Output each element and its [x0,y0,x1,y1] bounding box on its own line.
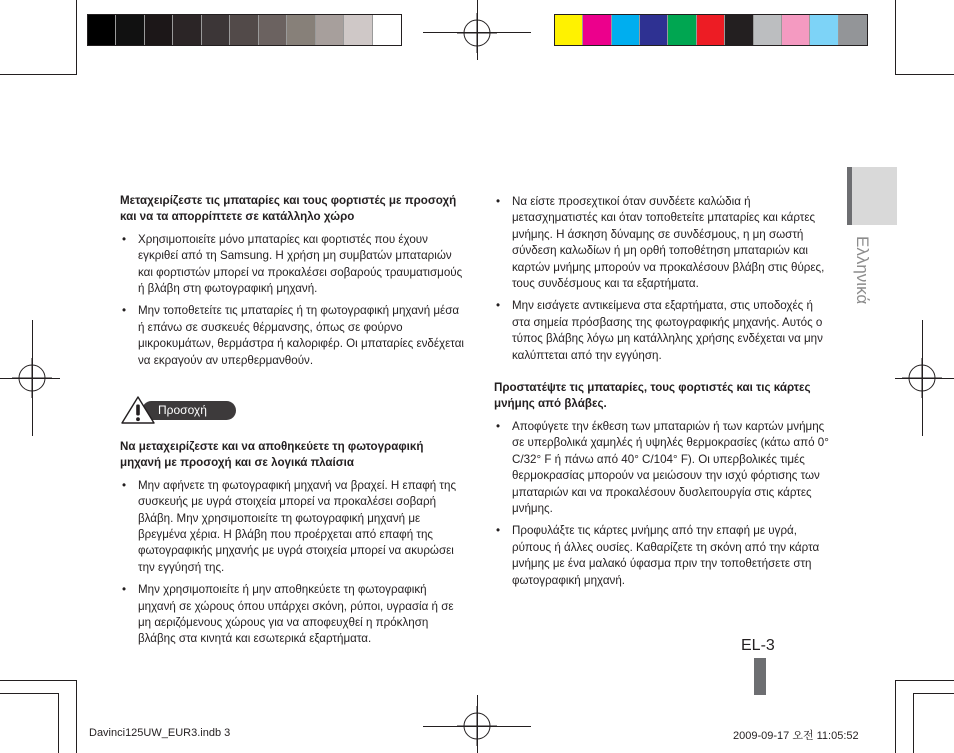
language-tab-label: Ελληνικά [853,236,872,305]
registration-line-left [0,378,60,379]
registration-line-right [895,378,954,379]
grayscale-swatch [344,15,372,45]
registration-line-left-v [32,320,33,436]
grayscale-swatch [373,15,401,45]
connection-bullet-list [494,194,830,364]
grayscale-swatch [116,15,144,45]
grayscale-swatch [316,15,344,45]
grayscale-swatch [259,15,287,45]
grayscale-swatch [230,15,258,45]
list-item: • Μην εισάγετε αντικείμενα στα εξαρτήματα, στις υποδοχές ή στα σημεία πρόσβασης της φωτογραφικής μηχανής. Αυτός ο τύπος βλάβης λόγω μη κατάλληλης χρήσης ενδέχεται να μην καλύπτεται από την εγγύηση. [494,298,830,364]
list-item: • Μην αφήνετε τη φωτογραφική μηχανή να βραχεί. Η επαφή της συσκευής με υγρά στοιχεία μπορεί να προκαλέσει σοβαρή βλάβη. Μην χρησιμοποιείτε τη φωτογραφική μηχανή με βρεγμένα χέρια. Η βλάβη που προέρχεται από επαφή της φωτογραφικής μηχανής με υγρά στοιχεία μπορεί να ακυρώσει την εγγύησή της. [120,478,465,576]
process-color-bar [554,14,868,46]
left-column [120,193,465,369]
page-number-bar [754,658,766,695]
process-swatch [810,15,838,45]
footer-timestamp: 2009-09-17 오전 11:05:52 [733,730,859,742]
process-swatch [754,15,782,45]
process-swatch [839,15,867,45]
process-swatch [555,15,583,45]
process-swatch [725,15,753,45]
process-swatch [782,15,810,45]
grayscale-color-bar [87,14,402,46]
list-item: • Αποφύγετε την έκθεση των μπαταριών ή των καρτών μνήμης σε υπερβολικά χαμηλές ή υψηλές θερμοκρασίες (κάτω από 0° C/32° F ή πάνω από 40° C/104° F). Οι υπερβολικές τιμές θερμοκρασίας μπορούν να μειώσουν την ισχύ φόρτισης των μπαταριών και να προκαλέσουν δυσλειτουργία στις κάρτες μνήμης. [494,419,830,517]
registration-line-right-v [922,320,923,436]
right-column [494,194,830,589]
process-swatch [668,15,696,45]
process-swatch [612,15,640,45]
list-item: • Μην τοποθετείτε τις μπαταρίες ή τη φωτογραφική μηχανή μέσα ή επάνω σε συσκευές θέρμανσης, όπως σε φούρνο μικροκυμάτων, θερμάστρα ή καλοριφέρ. Οι μπαταρίες ενδέχεται να εκραγούν αν υπερθερμανθούν. [120,303,465,369]
grayscale-swatch [287,15,315,45]
process-swatch [697,15,725,45]
section-heading-protect: Προστατέψτε τις μπαταρίες, τους φορτιστές και τις κάρτες μνήμης από βλάβες. [494,381,811,411]
language-tab [847,167,897,225]
battery-bullet-list [120,232,465,369]
protect-bullet-list [494,419,830,589]
page-number: EL-3 [741,637,775,654]
left-column-lower [120,439,465,648]
section-heading-camera-care: Να μεταχειρίζεστε και να αποθηκεύετε τη φωτογραφική μηχανή με προσοχή και σε λογικά πλαίσια [120,440,424,470]
registration-line-top-v [477,0,478,60]
process-swatch [583,15,611,45]
list-item: • Να είστε προσεχτικοί όταν συνδέετε καλώδια ή μετασχηματιστές και όταν τοποθετείτε μπαταρίες και κάρτες μνήμης. Η άσκηση δύναμης σε συνδέσμους, η μη σωστή σύνδεση καλωδίων ή μη ορθή τοποθέτηση μπαταριών και καρτών μνήμης μπορούν να προκαλέσουν βλάβη στις θύρες, τους συνδέσμους και τα εξαρτήματα. [494,194,830,292]
list-item: • Προφυλάξτε τις κάρτες μνήμης από την επαφή με υγρά, ρύπους ή άλλες ουσίες. Καθαρίζετε τη σκόνη από την κάρτα μνήμης με ένα μαλακό ύφασμα πριν την τοποθετήσετε στη φωτογραφική μηχανή. [494,523,830,589]
grayscale-swatch [145,15,173,45]
registration-line-bottom-v [477,695,478,753]
language-tab-strip [847,167,852,225]
section-heading-batteries: Μεταχειρίζεστε τις μπαταρίες και τους φορτιστές με προσοχή και να τα απορρίπτετε σε κατάλληλο χώρο [120,194,457,224]
caution-badge [120,395,236,425]
list-item: • Χρησιμοποιείτε μόνο μπαταρίες και φορτιστές που έχουν εγκριθεί από τη Samsung. Η χρήση μη συμβατών μπαταριών και φορτιστών μπορεί να προκαλέσει σοβαρούς τραυματισμούς ή βλάβη στη φωτογραφική μηχανή. [120,232,465,298]
process-swatch [640,15,668,45]
footer-file-name: Davinci125UW_EUR3.indb 3 [89,727,231,739]
caution-label: Προσοχή [142,401,236,420]
camera-care-bullet-list [120,478,465,648]
warning-icon [120,395,156,425]
grayscale-swatch [202,15,230,45]
list-item: • Μην χρησιμοποιείτε ή μην αποθηκεύετε τη φωτογραφική μηχανή σε χώρους όπου υπάρχει σκόνη, ρύποι, υγρασία ή σε μη αεριζόμενους χώρους για να αποφευχθεί η πρόκληση βλάβης στα κινητά και εσωτερικά εξαρτήματα. [120,582,465,648]
grayscale-swatch [88,15,116,45]
grayscale-swatch [173,15,201,45]
